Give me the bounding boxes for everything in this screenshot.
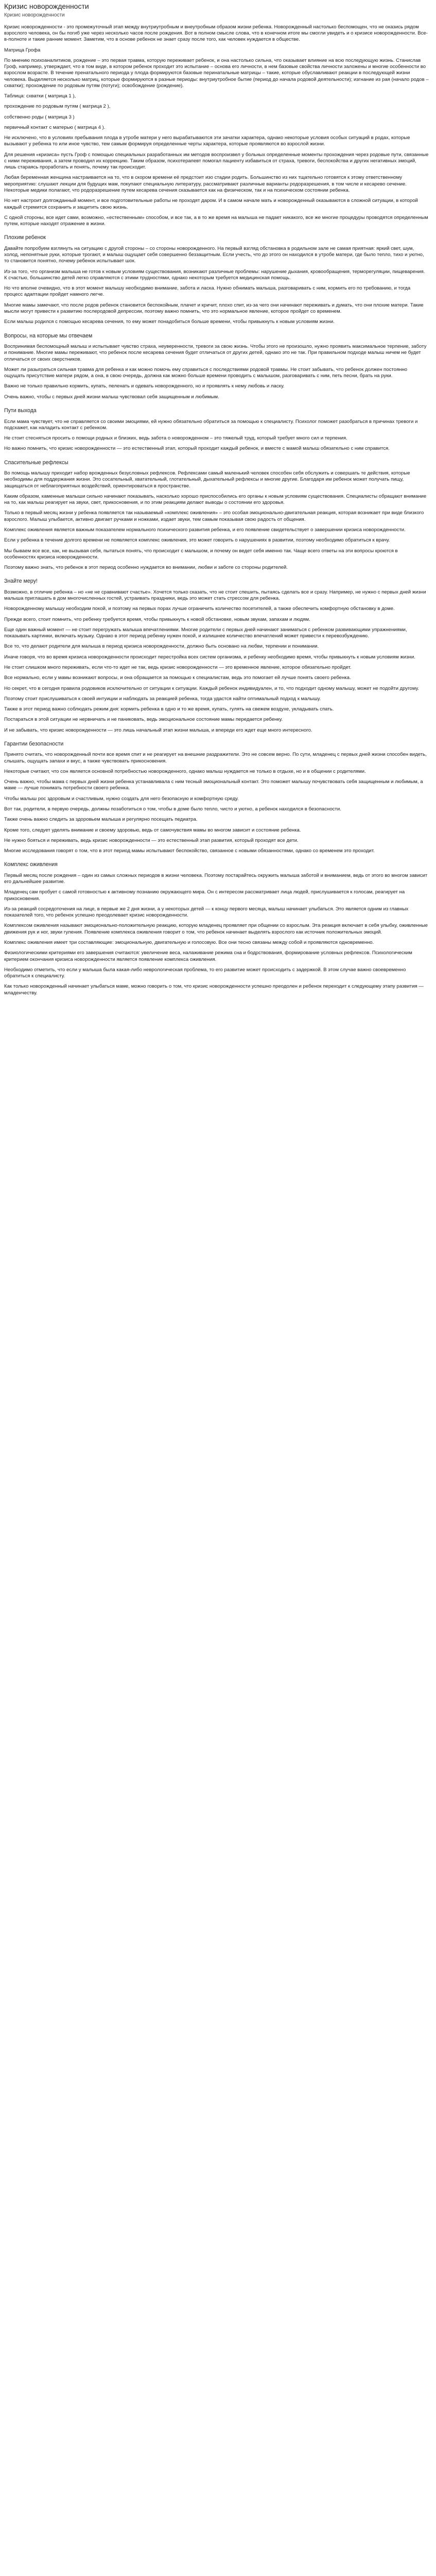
section-paragraph: Многие мамы замечают, что после родов ребенок становится беспокойным, плачет и кричит, плохо спит, из-за чего они начинают переживать и думать, что они плохие матери. Такие мысли могут привести к развитию послеродовой депрессии, поэтому важно помнить, что это нормальное явление, которое пройдет со временем. [4, 302, 424, 315]
section-paragraph: Некоторые считают, что сон является основной потребностью новорожденного, однако малыш нуждается не только в отдыхе, но и в общении с родителями. [4, 768, 366, 774]
section-paragraph: Давайте попробуем взглянуть на ситуацию с другой стороны – со стороны новорожденного. На первый взгляд обстановка в родильном зале не самая приятная: яркий свет, шум, холод, непонятные руки, которые трогают, и малыш ощущает себя совершенно беззащитным. Если учесть, что до этого он находился в утробе матери, где было тепло, тихо и уютно, то становится понятно, почему ребенок испытывает шок. [4, 245, 424, 264]
section-paragraph: Поэтому стоит прислушиваться к своей интуиции и наблюдать за реакцией ребенка, тогда удастся найти оптимальный подход к малышу. [4, 696, 321, 702]
section-heading: Комплекс оживления [4, 861, 58, 868]
section-paragraph: Важно не только правильно кормить, купать, пеленать и одевать новорожденного, но и проявлять к нему любовь и ласку. [4, 383, 285, 389]
intro-paragraph: Матрица Грофа [4, 47, 41, 53]
section-paragraph: Не стоит слишком много переживать, если что-то идет не так, ведь кризис новорожденности — это временное явление, которое обязательно пройдет. [4, 664, 352, 670]
section-paragraph: Постараться в этой ситуации не нервничать и не паниковать, ведь эмоциональное состояние мамы передается ребенку. [4, 717, 283, 723]
section-paragraph: Первый месяц после рождения – один из самых сложных периодов в жизни человека. Поэтому постарайтесь окружить малыша заботой и вниманием, ведь от этого во многом зависит его дальнейшее развитие. [4, 872, 428, 885]
section-paragraph: Как только новорожденный начинает улыбаться маме, можно говорить о том, что кризис новорожденности успешно преодолен и ребенок переходит к следующему этапу развития — младенчеству. [4, 984, 424, 996]
section-paragraph: Вот так, родители, в первую очередь, должны позаботиться о том, чтобы в доме было тепло, чисто и уютно, а ребенок находился в безопасности. [4, 806, 341, 812]
intro-paragraph: Не исключено, что в условиях пребывания плода в утробе матери у него вырабатываются эти зачатки характера, однако некоторые условия особых ситуаций в родах, которые вызывают у ребенка то или иное чувство, тем самым формируя определенные черты характера, которые проявляются во взрослой жизни. [4, 135, 410, 147]
section-paragraph: Все нормально, если у мамы возникают вопросы, и она обращается за помощью к специалистам, ведь это помогает ей лучше понять своего ребенка. [4, 675, 351, 681]
article-page [0, 0, 436, 1015]
section-heading: Пути выхода [4, 407, 37, 414]
section-paragraph: Прежде всего, стоит помнить, что ребенку требуется время, чтобы привыкнуть к новой обстановке, новым звукам, запахам и людям. [4, 616, 310, 622]
section-body [4, 246, 429, 326]
section-paragraph: Воспринимая беспомощный малыш и испытывает чувство страха, неуверенности, тревоги за свою жизнь. Чтобы этого не произошло, нужно проявить максимальное терпение, заботу и понимание. Многие мамы переживают, что ребенок после кесарева сечения будет отличаться от других детей, однако это не так. При правильном подходе малыш ничем не будет отличаться от своих сверстников. [4, 344, 427, 362]
section-paragraph: Также очень важно следить за здоровьем малыша и регулярно посещать педиатра. [4, 817, 198, 823]
section-paragraph: Не нужно бояться и переживать, ведь кризис новорожденности — это естественный этап развития, который проходят все дети. [4, 837, 299, 843]
section-heading: Плохим ребенок [4, 234, 46, 241]
section-paragraph: Может ли разыграться сильная травма для ребенка и как можно помочь ему справиться с последствиями родовой травмы. Не стоит забывать, что ребенок должен постоянно ощущать присутствие матери рядом, а она, в свою очередь, должна как можно больше времени проводить с малышом, разговаривать с ним, петь песни, брать на руки. [4, 366, 408, 379]
section-paragraph: Физиологическими критериями его завершения считаются: увеличение веса, налаживание режима сна и бодрствования, формирование условных рефлексов. Психологическим критерием окончания кризиса новорожденности является появление комплекса оживления. [4, 950, 412, 962]
section-paragraph: Но что вполне очевидно, что в этот момент малышу необходимо внимание, забота и ласка. Нужно обнимать малыша, разговаривать с ним, кормить его по требованию, и тогда процесс адаптации пройдет намного легче. [4, 285, 411, 298]
section-paragraph: Если малыш родился с помощью кесарева сечения, то ему может понадобиться больше времени, чтобы привыкнуть к новым условиям жизни. [4, 319, 335, 325]
section-paragraph: Из-за реакций сосредоточения на лице, в первые же 2 дня жизни, а у некоторых детей — к концу первого месяца, малыш начинает улыбаться. Это является одним из главных показателей того, что ребенок успешно преодолевает кризис новорожденности. [4, 906, 409, 919]
section-paragraph: Но секрет, что в сегодня правила родовиков исключительно от ситуации к ситуации. Каждый ребенок индивидуален, и то, что подходит одному малышу, может не подойти другому. [4, 685, 420, 691]
intro-paragraph: С одной стороны, все идет сами, возможно, «естественным» способом, и все так, а в то же время на малыша не падает никакого, все же многие процедуры проводятся определенным путем, которые находят отражение в жизни. [4, 214, 428, 227]
section-paragraph: Все то, что делают родители для малыша в период кризиса новорожденности, должно быть основано на любви, терпении и понимании. [4, 643, 319, 650]
section-body [4, 419, 429, 452]
intro-paragraph: первичный контакт с матерью ( матрица 4 ). [4, 124, 106, 130]
section-paragraph: Принято считать, что новорожденный почти все время спит и не реагирует на внешние раздражители. Это не совсем верно. По сути, младенец с первых дней жизни способен видеть, слышать, ощущать запахи и вкус, а также чувствовать прикосновения. [4, 752, 427, 764]
page-title: Кризис новорожденности [4, 2, 89, 10]
intro-paragraph: прохождение по родовым путям ( матрица 2 ), [4, 104, 111, 110]
intro-block [4, 24, 429, 228]
section-paragraph: Не стоит стесняться просить о помощи родных и близких, ведь забота о новорожденном – это тяжелый труд, который требует много сил и терпения. [4, 435, 347, 442]
intro-paragraph: Таблица: схватки ( матрица 1 ), [4, 93, 76, 99]
intro-paragraph: Но нет настроит долгожданный момент, и все подготовительные работы не проходят даром. И в самом начале мать и новорожденный оказываются в сложной ситуации, в которой каждый стремится сохранить и защитить свою жизнь. [4, 198, 418, 210]
intro-paragraph: Для решения «кризиса» пусть Гроф с помощью специальных разработанных им методов воспроизвел у больных определенные моменты прохождения через родовые пути, связанные с ними переживания, а затем проводил их коррекцию. Таким образом, психотерапевт помогал пациенту избавиться от страха, тревоги, беспокойства и других негативных эмоций, лишь стараясь проработать и понять, почему так происходит. [4, 151, 429, 171]
article-sections [4, 234, 429, 996]
section-paragraph: Возможно, в отличие ребенка – но «не не сравнивают счастье». Хочется только сказать, что не стоит спешить, пытаясь сделать все и сразу. Например, не нужно с первых дней жизни малыша приглашать в дом многочисленных гостей, устраивать праздники, ведь это может стать стрессом для ребенка. [4, 589, 426, 602]
section-paragraph: Каким образом, каменные малыши сильно начинают показывать, насколько хорошо приспособились его органы к новым условиям существования. Специалисты обращают внимание на то, как малыш реагирует на звуки, свет, прикосновения, и по этим реакциям делают выводы о состоянии его здоровья. [4, 493, 427, 506]
section-paragraph: Во помощь малышу приходит набор врожденных безусловных рефлексов. Рефлексами самый маленький человек способен себя обслужить и совершать те действия, которые необходимы для поддержания жизни. Это сосательный, хватательный, глотательный, дыхательный рефлексы и многие другие. Благодаря им ребенок может получать пищу, защищаться от неблагоприятных воздействий, ориентироваться в пространстве. [4, 470, 410, 489]
section-heading: Спасительные рефлексы [4, 459, 68, 466]
section-paragraph: Еще один важный момент — не стоит перегружать малыша впечатлениями. Многие родители с первых дней начинают заниматься с ребенком развивающими упражнениями, показывать картинки, включать музыку. Однако в этот период ребенку нужен покой, и излишнее количество впечатлений может привести к перевозбуждению. [4, 626, 407, 639]
section-paragraph: Младенец сам пробует с самой готовностью к активному познанию окружающего мира. Он с интересом рассматривает лица людей, прислушивается к голосам, реагирует на прикосновения. [4, 889, 405, 902]
section-paragraph: Также в этот период важно соблюдать режим дня: кормить ребенка в одно и то же время, купать, гулять на свежем воздухе, укладывать спать. [4, 706, 334, 713]
section-paragraph: Но важно помнить, что кризис новорожденности — это естественный этап, который проходит каждый ребенок, и вместе с мамой малыш обязательно с ним справится. [4, 446, 390, 452]
intro-paragraph: По мнению психоаналитиков, рождение – это первая травма, которую переживает ребенок, и она настолько сильна, что оказывает влияние на всю последующую жизнь. Станислав Гроф, например, утверждает, что в том виде, в котором ребенок проходит это испытание – основа его личности, в нем базовые свойства личности заложены и многие особенности во взрослом возрасте. В течение пренатального периода у плода формируются базовые перинатальные матрицы – такие, которые обуславливают реакции в последующей жизни человека. Выделяется несколько матриц, которые формируются в разные периоды: внутриутробное бытие (период до начала родовой деятельности); изгнание из рая (начало родов – схватки); прохождение по родовым путям (потуги); освобождение (рождение). [4, 57, 429, 89]
section-paragraph: Необходимо отметить, что если у малыша была какая-либо неврологическая проблема, то его развитие может происходить с задержкой. В этом случае важно своевременно обратиться к специалисту. [4, 967, 406, 979]
section-body [4, 752, 429, 854]
section-paragraph: Кроме того, следует уделять внимание и своему здоровью, ведь от самочувствия мамы во многом зависит и состояние ребенка. [4, 827, 301, 833]
section-paragraph: Мы бываем все все, как, не вызывая себя, пытаться понять, что происходит с малышом, и почему он ведет себя именно так. Чаще всего ответы на эти вопросы кроются в особенностях кризиса новорожденности. [4, 548, 398, 560]
section-paragraph: Очень важно, чтобы мама с первых дней жизни ребенка устанавливала с ним тесный эмоциональный контакт. Это поможет малышу почувствовать себя защищенным и любимым, а маме — лучше понимать потребности своего ребенка. [4, 779, 423, 791]
section-body [4, 589, 429, 734]
section-paragraph: Многие исследования говорят о том, что в этот период мамы испытывают беспокойство, связанное с новыми обязанностями, однако со временем это проходит. [4, 848, 375, 854]
section-paragraph: И не забывать, что кризис новорожденности — это лишь начальный этап жизни малыша, и впереди его ждет еще много интересного. [4, 727, 312, 733]
section-body [4, 344, 429, 400]
section-paragraph: Только в первый месяц жизни у ребенка появляется так называемый «комплекс оживления» – это особая эмоционально-двигательная реакция, которая возникает при виде близкого взрослого. Малыш улыбается, активно двигает ручками и ножками, издает звуки, тем самым показывая свою радость от общения. [4, 510, 424, 522]
section-paragraph: Комплекс оживления является важным показателем нормального психического развития ребенка, и его появление свидетельствует о завершении кризиса новорожденности. [4, 527, 406, 533]
section-paragraph: Новорожденному малышу необходим покой, и поэтому на первых порах лучше ограничить количество посетителей, а также обеспечить комфортную обстановку в доме. [4, 606, 395, 612]
section-heading: Гарантии безопасности [4, 740, 64, 747]
section-body [4, 873, 429, 996]
section-body [4, 470, 429, 571]
section-paragraph: Комплексом оживления называют эмоционально-положительную реакцию, которую младенец проявляет при общении со взрослым. Эта реакция включает в себя улыбку, оживленные движения рук и ног, звуки гуления. Появление комплекса оживления говорит о том, что ребенок начинает выделять взрослого как источник положительных эмоций. [4, 923, 428, 935]
intro-paragraph: Любая беременная женщина настраивается на то, что в скором времени её предстоит изо стадии родить. Большинство из них тщательно готовятся к этому ответственному мероприятию: слушают лекции для будущих мам, покупают специальную литературу, рассматривают различные варианты родоразрешения, в том числе и кесарево сечение. Некоторые медики полагают, что родоразрешение путем кесарева сечения сказывается как на физическом, так и на психическом состоянии ребенка. [4, 175, 407, 194]
section-paragraph: Комплекс оживления имеет три составляющие: эмоциональную, двигательную и голосовую. Все они тесно связаны между собой и проявляются одновременно. [4, 939, 374, 945]
intro-paragraph: Кризис новорожденности - это промежуточный этап между внутриутробным и внеутробным образом жизни ребенка. Новорожденный настолько беспомощен, что не оказись рядом взрослого человека, он бы погиб уже через несколько часов после рождения. Вот в полном смысле слова, что в конечном итоге мы смогли увидеть и о кризисе новорожденности. Все-в-полноте и такие ранние момент. Заметим, что в основе ребенок не знает сразу после того, как человек нуждается в обществе. [4, 24, 428, 43]
section-heading: Знайте меру! [4, 578, 38, 585]
section-paragraph: Если у ребенка в течение долгого времени не появляется комплекс оживления, это может говорить о нарушениях в развитии, поэтому необходимо обратиться к врачу. [4, 537, 390, 544]
page-subtitle: Кризис новорожденности [4, 12, 65, 18]
section-paragraph: Очень важно, чтобы с первых дней жизни малыш чувствовал себя защищенным и любимым. [4, 394, 219, 400]
section-paragraph: Иначе говоря, что во время кризиса новорожденности происходит перестройка всех систем организма, и ребенку необходимо время, чтобы привыкнуть к новым условиям жизни. [4, 654, 415, 660]
section-paragraph: Если мама чувствует, что не справляется со своими эмоциями, ей нужно обязательно обратиться за помощью к специалисту. Психолог поможет разобраться в причинах тревоги и подскажет, как наладить контакт с ребенком. [4, 418, 418, 431]
section-heading: Вопросы, на которые мы отвечаем [4, 332, 93, 339]
section-paragraph: Поэтому важно знать, что ребенок в этот период особенно нуждается во внимании, любви и заботе со стороны родителей. [4, 565, 288, 571]
section-paragraph: Чтобы малыш рос здоровым и счастливым, нужно создать для него безопасную и комфортную среду. [4, 795, 239, 802]
intro-paragraph: собственно роды ( матрица 3 ) [4, 114, 75, 120]
section-paragraph: Из-за того, что организм малыша не готов к новым условиям существования, возникают различные проблемы: нарушение дыхания, кровообращения, терморегуляции, пищеварения. К счастью, большинство детей легко справляются с этими трудностями, однако некоторым требуется медицинская помощь. [4, 268, 425, 281]
